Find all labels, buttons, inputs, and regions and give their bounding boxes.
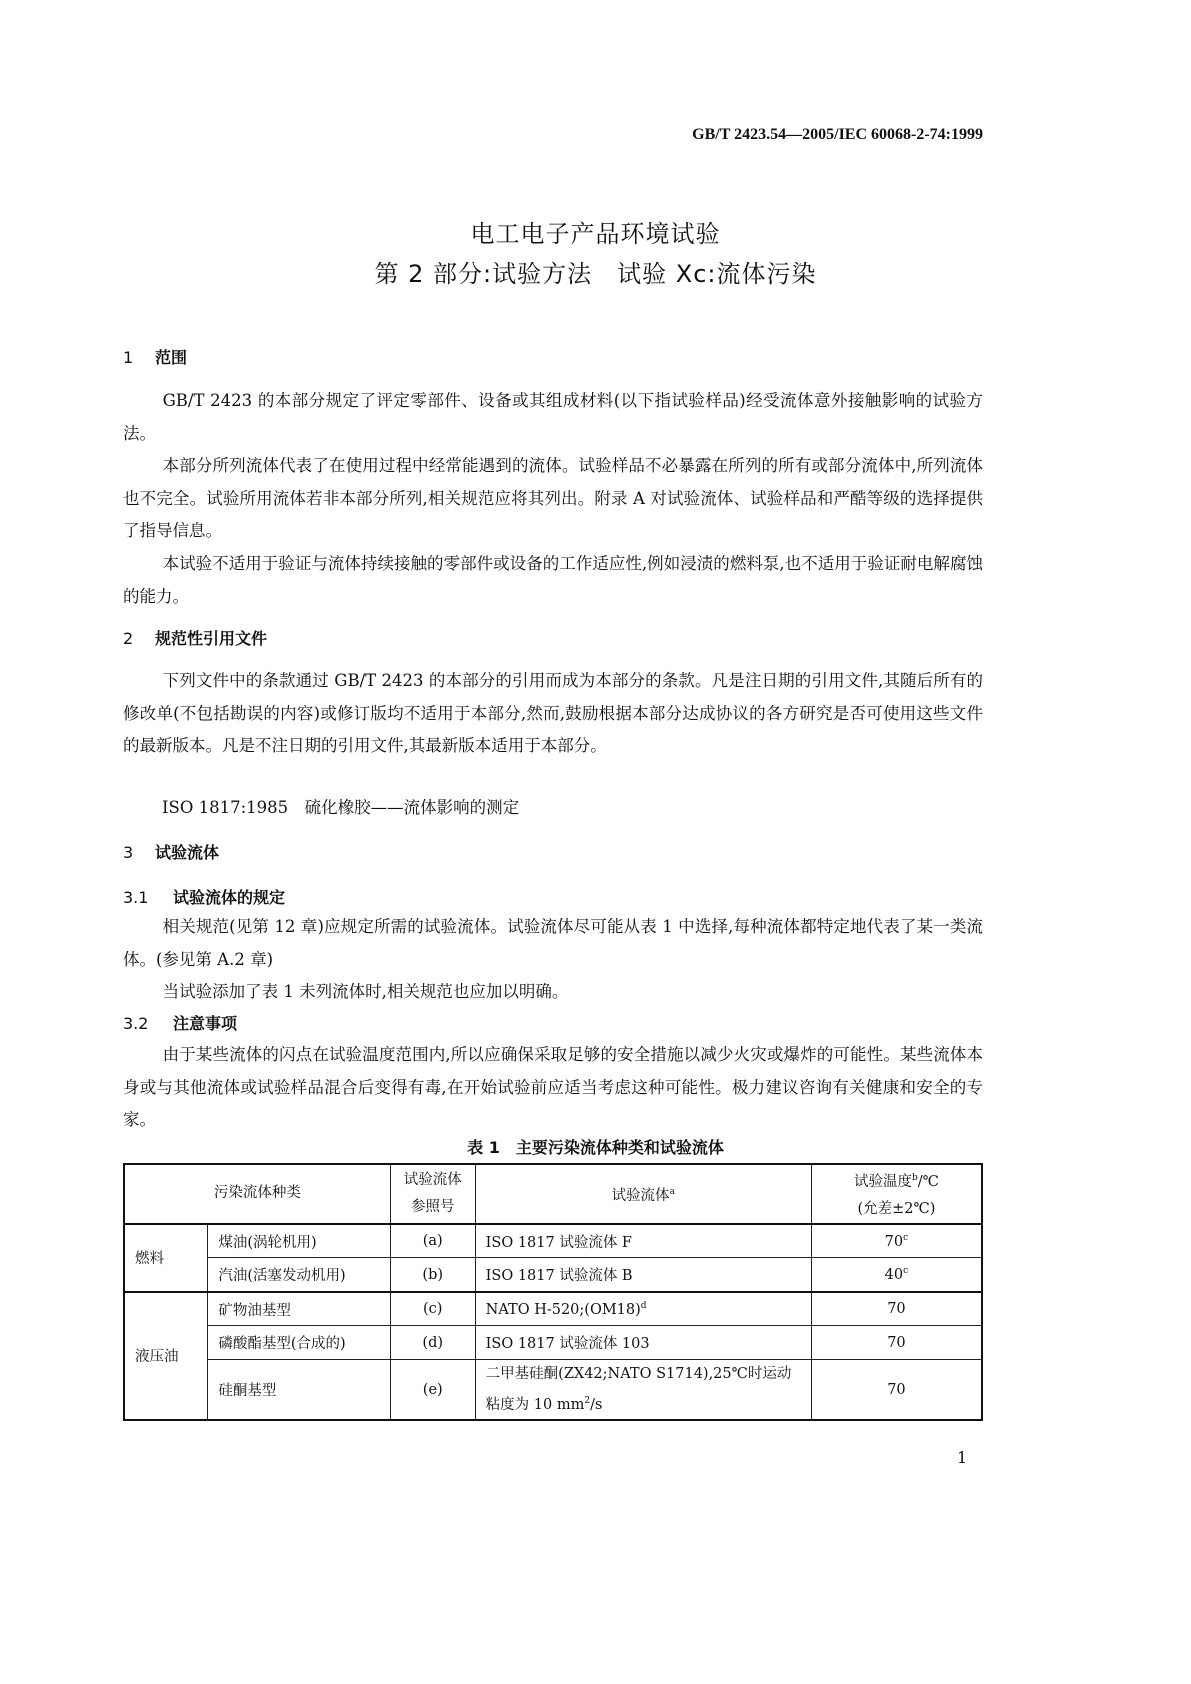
cell-fluid xyxy=(475,1360,811,1420)
table-row xyxy=(124,1258,982,1292)
paragraph: 本部分所列流体代表了在使用过程中经常能遇到的流体。试验样品不必暴露在所列的所有或部分流体中,所列流体也不完全。试验所用流体若非本部分所列,相关规范应将其列出。附录 A 对试验流体、试验样品和严酷等级的选择提供了指导信息。 xyxy=(123,456,983,540)
header-kind: 污染流体种类 xyxy=(124,1164,390,1224)
table-row xyxy=(124,1224,982,1258)
header-temp-text: 试验温度 xyxy=(853,1173,912,1190)
cell-temp: 70 xyxy=(811,1360,982,1420)
header-temp xyxy=(811,1164,982,1224)
header-fluid xyxy=(475,1164,811,1224)
section-title: 试验流体 xyxy=(155,843,220,862)
section-3-1-heading xyxy=(123,885,285,908)
header-ref-line2: 参照号 xyxy=(410,1198,455,1215)
temp-value: 40 xyxy=(884,1266,904,1283)
group-hydraulic: 液压油 xyxy=(124,1292,208,1420)
cell-temp: 70 xyxy=(811,1292,982,1326)
fluid-table xyxy=(123,1163,983,1421)
table-header-row xyxy=(124,1164,982,1224)
document-title-line1: 电工电子产品环境试验 xyxy=(470,220,721,248)
paragraph: 由于某些流体的闪点在试验温度范围内,所以应确保采取足够的安全措施以减少火灾或爆炸的可能性。某些流体本身或与其他流体或试验样品混合后变得有毒,在开始试验前应适当考虑这种可能性。极力建议咨询有关健康和安全的专家。 xyxy=(123,1045,983,1129)
table-row xyxy=(124,1360,982,1420)
section-title: 范围 xyxy=(155,348,188,367)
document-title-line2: 第 2 部分:试验方法 试验 Xc:流体污染 xyxy=(374,260,817,288)
group-fuel: 燃料 xyxy=(124,1224,208,1292)
paragraph: GB/T 2423 的本部分规定了评定零部件、设备或其组成材料(以下指试验样品)经受流体意外接触影响的试验方法。 xyxy=(123,391,983,443)
cell-kind: 磷酸酯基型(合成的) xyxy=(208,1326,390,1360)
table-row xyxy=(124,1292,982,1326)
footnote-marker: c xyxy=(903,1232,909,1243)
section-number: 3.1 xyxy=(123,888,149,907)
fluid-unit-tail: /s xyxy=(590,1396,603,1413)
cell-temp xyxy=(811,1258,982,1292)
footnote-marker: d xyxy=(640,1300,647,1311)
cell-ref: (e) xyxy=(390,1360,475,1420)
paragraph: 本试验不适用于验证与流体持续接触的零部件或设备的工作适应性,例如浸渍的燃料泵,也不适用于验证耐电解腐蚀的能力。 xyxy=(123,554,983,606)
cell-kind: 硅酮基型 xyxy=(208,1360,390,1420)
header-temp-unit: /℃ xyxy=(917,1173,939,1190)
cell-kind: 汽油(活塞发动机用) xyxy=(208,1258,390,1292)
cell-ref: (c) xyxy=(390,1292,475,1326)
table-row xyxy=(124,1326,982,1360)
temp-value: 70 xyxy=(884,1233,904,1250)
header-ref xyxy=(390,1164,475,1224)
normative-reference: ISO 1817:1985 硫化橡胶——流体影响的测定 xyxy=(162,798,520,817)
cell-fluid: ISO 1817 试验流体 F xyxy=(475,1224,811,1258)
cell-fluid xyxy=(475,1292,811,1326)
cell-ref: (d) xyxy=(390,1326,475,1360)
section-title: 注意事项 xyxy=(173,1014,238,1033)
footnote-marker: a xyxy=(669,1186,675,1197)
paragraph: 相关规范(见第 12 章)应规定所需的试验流体。试验流体尽可能从表 1 中选择,每种流体都特定地代表了某一类流体。(参见第 A.2 章) xyxy=(123,917,983,969)
header-temp-tolerance: (允差±2℃) xyxy=(857,1200,936,1217)
cell-kind: 煤油(涡轮机用) xyxy=(208,1224,390,1258)
section-3-heading xyxy=(123,840,219,863)
section-number: 3 xyxy=(123,843,134,862)
cell-temp xyxy=(811,1224,982,1258)
cell-fluid: ISO 1817 试验流体 103 xyxy=(475,1326,811,1360)
header-ref-line1: 试验流体 xyxy=(403,1171,462,1188)
footnote-marker: c xyxy=(903,1266,909,1277)
standard-number-header: GB/T 2423.54—2005/IEC 60068-2-74:1999 xyxy=(692,126,983,143)
superscript: 2 xyxy=(584,1395,591,1406)
section-1-heading xyxy=(123,345,187,368)
cell-kind: 矿物油基型 xyxy=(208,1292,390,1326)
section-number: 3.2 xyxy=(123,1014,149,1033)
footnote-marker: b xyxy=(911,1173,918,1183)
table-title: 表 1 主要污染流体种类和试验流体 xyxy=(467,1138,724,1157)
paragraph: 下列文件中的条款通过 GB/T 2423 的本部分的引用而成为本部分的条款。凡是注日期的引用文件,其随后所有的修改单(不包括勘误的内容)或修订版均不适用于本部分,然而,鼓励根据本部分达成协议的各方研究是否可使用这些文件的最新版本。凡是不注日期的引用文件,其最新版本适用于本部分。 xyxy=(123,671,983,755)
cell-temp: 70 xyxy=(811,1326,982,1360)
section-title: 试验流体的规定 xyxy=(173,888,286,907)
section-title: 规范性引用文件 xyxy=(155,629,268,648)
section-number: 2 xyxy=(123,629,134,648)
section-number: 1 xyxy=(123,348,134,367)
cell-fluid: ISO 1817 试验流体 B xyxy=(475,1258,811,1292)
fluid-text: NATO H-520;(OM18) xyxy=(485,1301,641,1318)
section-2-heading xyxy=(123,626,267,649)
section-3-2-heading xyxy=(123,1011,237,1034)
page-number: 1 xyxy=(957,1448,968,1467)
cell-ref: (a) xyxy=(390,1224,475,1258)
paragraph: 当试验添加了表 1 未列流体时,相关规范也应加以明确。 xyxy=(162,982,569,1001)
fluid-text: 二甲基硅酮(ZX42;NATO S1714),25℃时运动粘度为 10 mm xyxy=(485,1365,792,1413)
header-fluid-text: 试验流体 xyxy=(611,1187,670,1204)
cell-ref: (b) xyxy=(390,1258,475,1292)
